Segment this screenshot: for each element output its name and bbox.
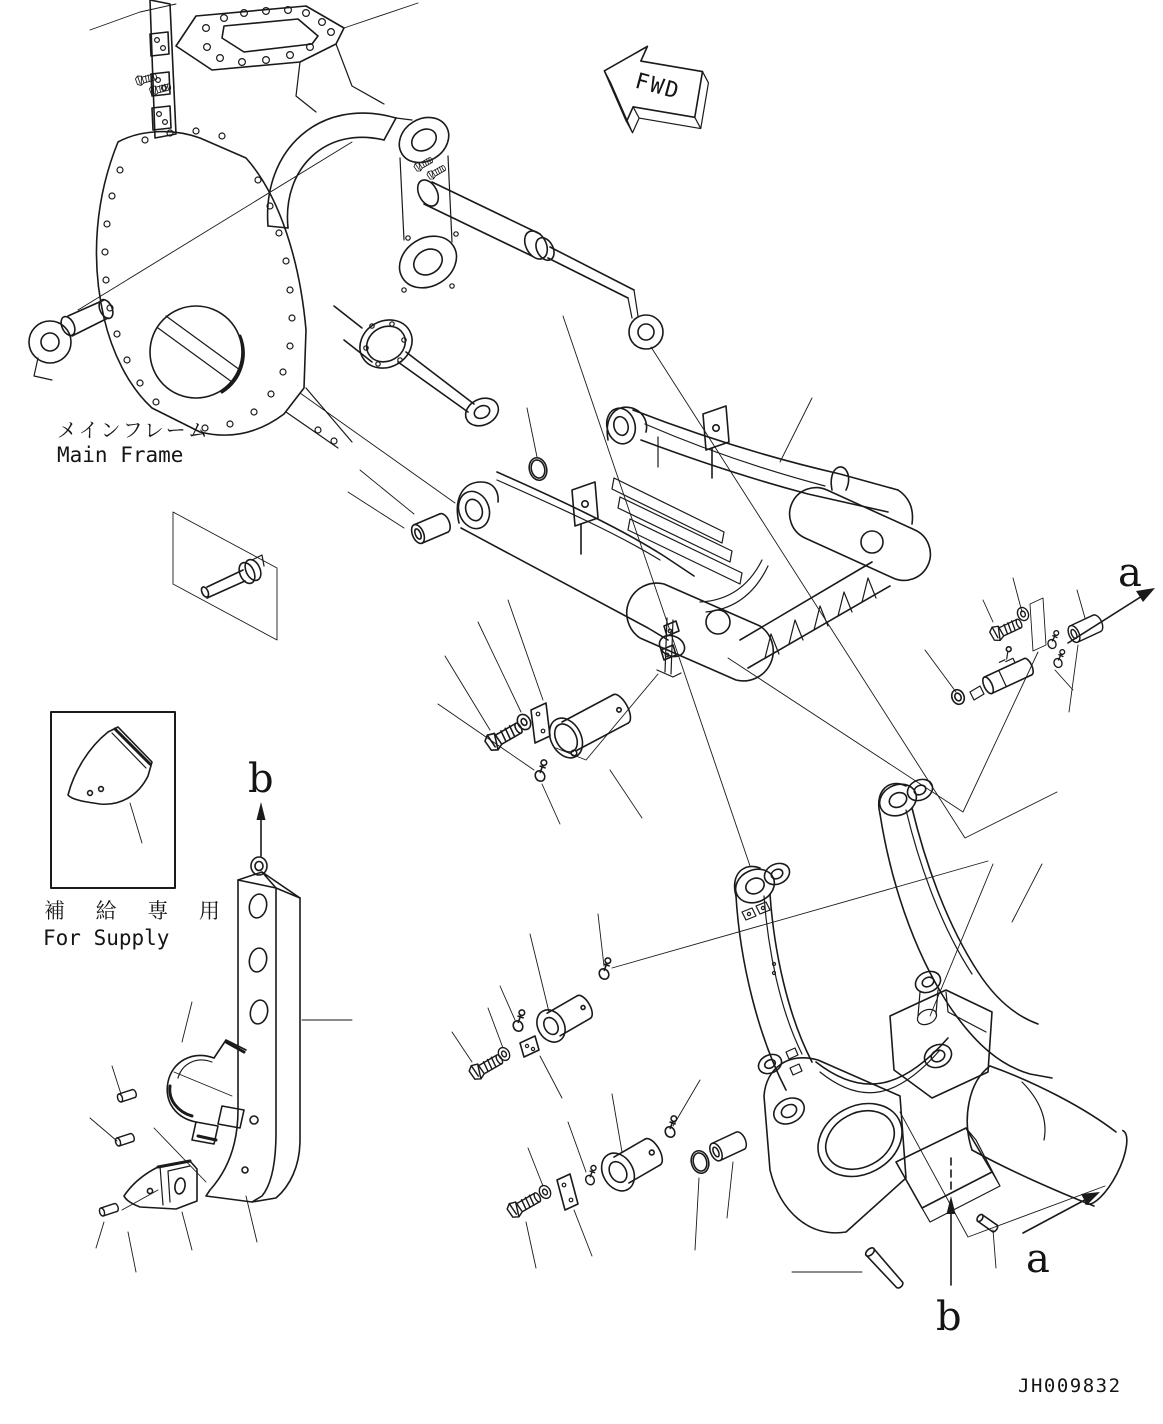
supply-label-jp: 補 給 専 用 [44,899,229,923]
fwd-direction-arrow [589,36,719,151]
beam-pin-hardware-group [438,600,658,824]
mounting-pin [543,687,637,764]
ripper-point-drawing [96,1161,257,1272]
main-frame-drawing [29,0,663,640]
bottom-pins [792,1213,999,1290]
ripper-beam-drawing [453,398,930,681]
frame-pin [200,555,264,598]
construction-lines [563,316,1105,1237]
supply-label-en: For Supply [43,926,170,950]
supply-box [43,712,229,950]
fwd-label: FWD [632,68,684,105]
lock-valve-hardware-group [925,578,1105,712]
ripper-bracket-drawing [730,775,1136,1232]
section-a-upper [1068,550,1155,643]
section-a-lower [1023,1192,1100,1282]
lock-valve [973,641,1035,695]
main-frame-label-jp: メインフレーム [57,418,210,442]
section-b-shank-label: b [248,756,274,802]
section-a-upper-label: a [1118,550,1142,596]
main-frame-label-en: Main Frame [57,443,184,467]
bracket-pin-hardware-lower [505,1080,748,1268]
section-b-shank [248,756,274,856]
section-b-lower-label: b [936,1294,962,1340]
section-a-lower-label: a [1026,1236,1050,1282]
shank-protector-drawing [90,1002,246,1182]
bracket-pin-hardware-upper [452,914,618,1098]
beam-bushing-orings [348,408,549,545]
drawing-number: JH009832 [1018,1375,1122,1397]
